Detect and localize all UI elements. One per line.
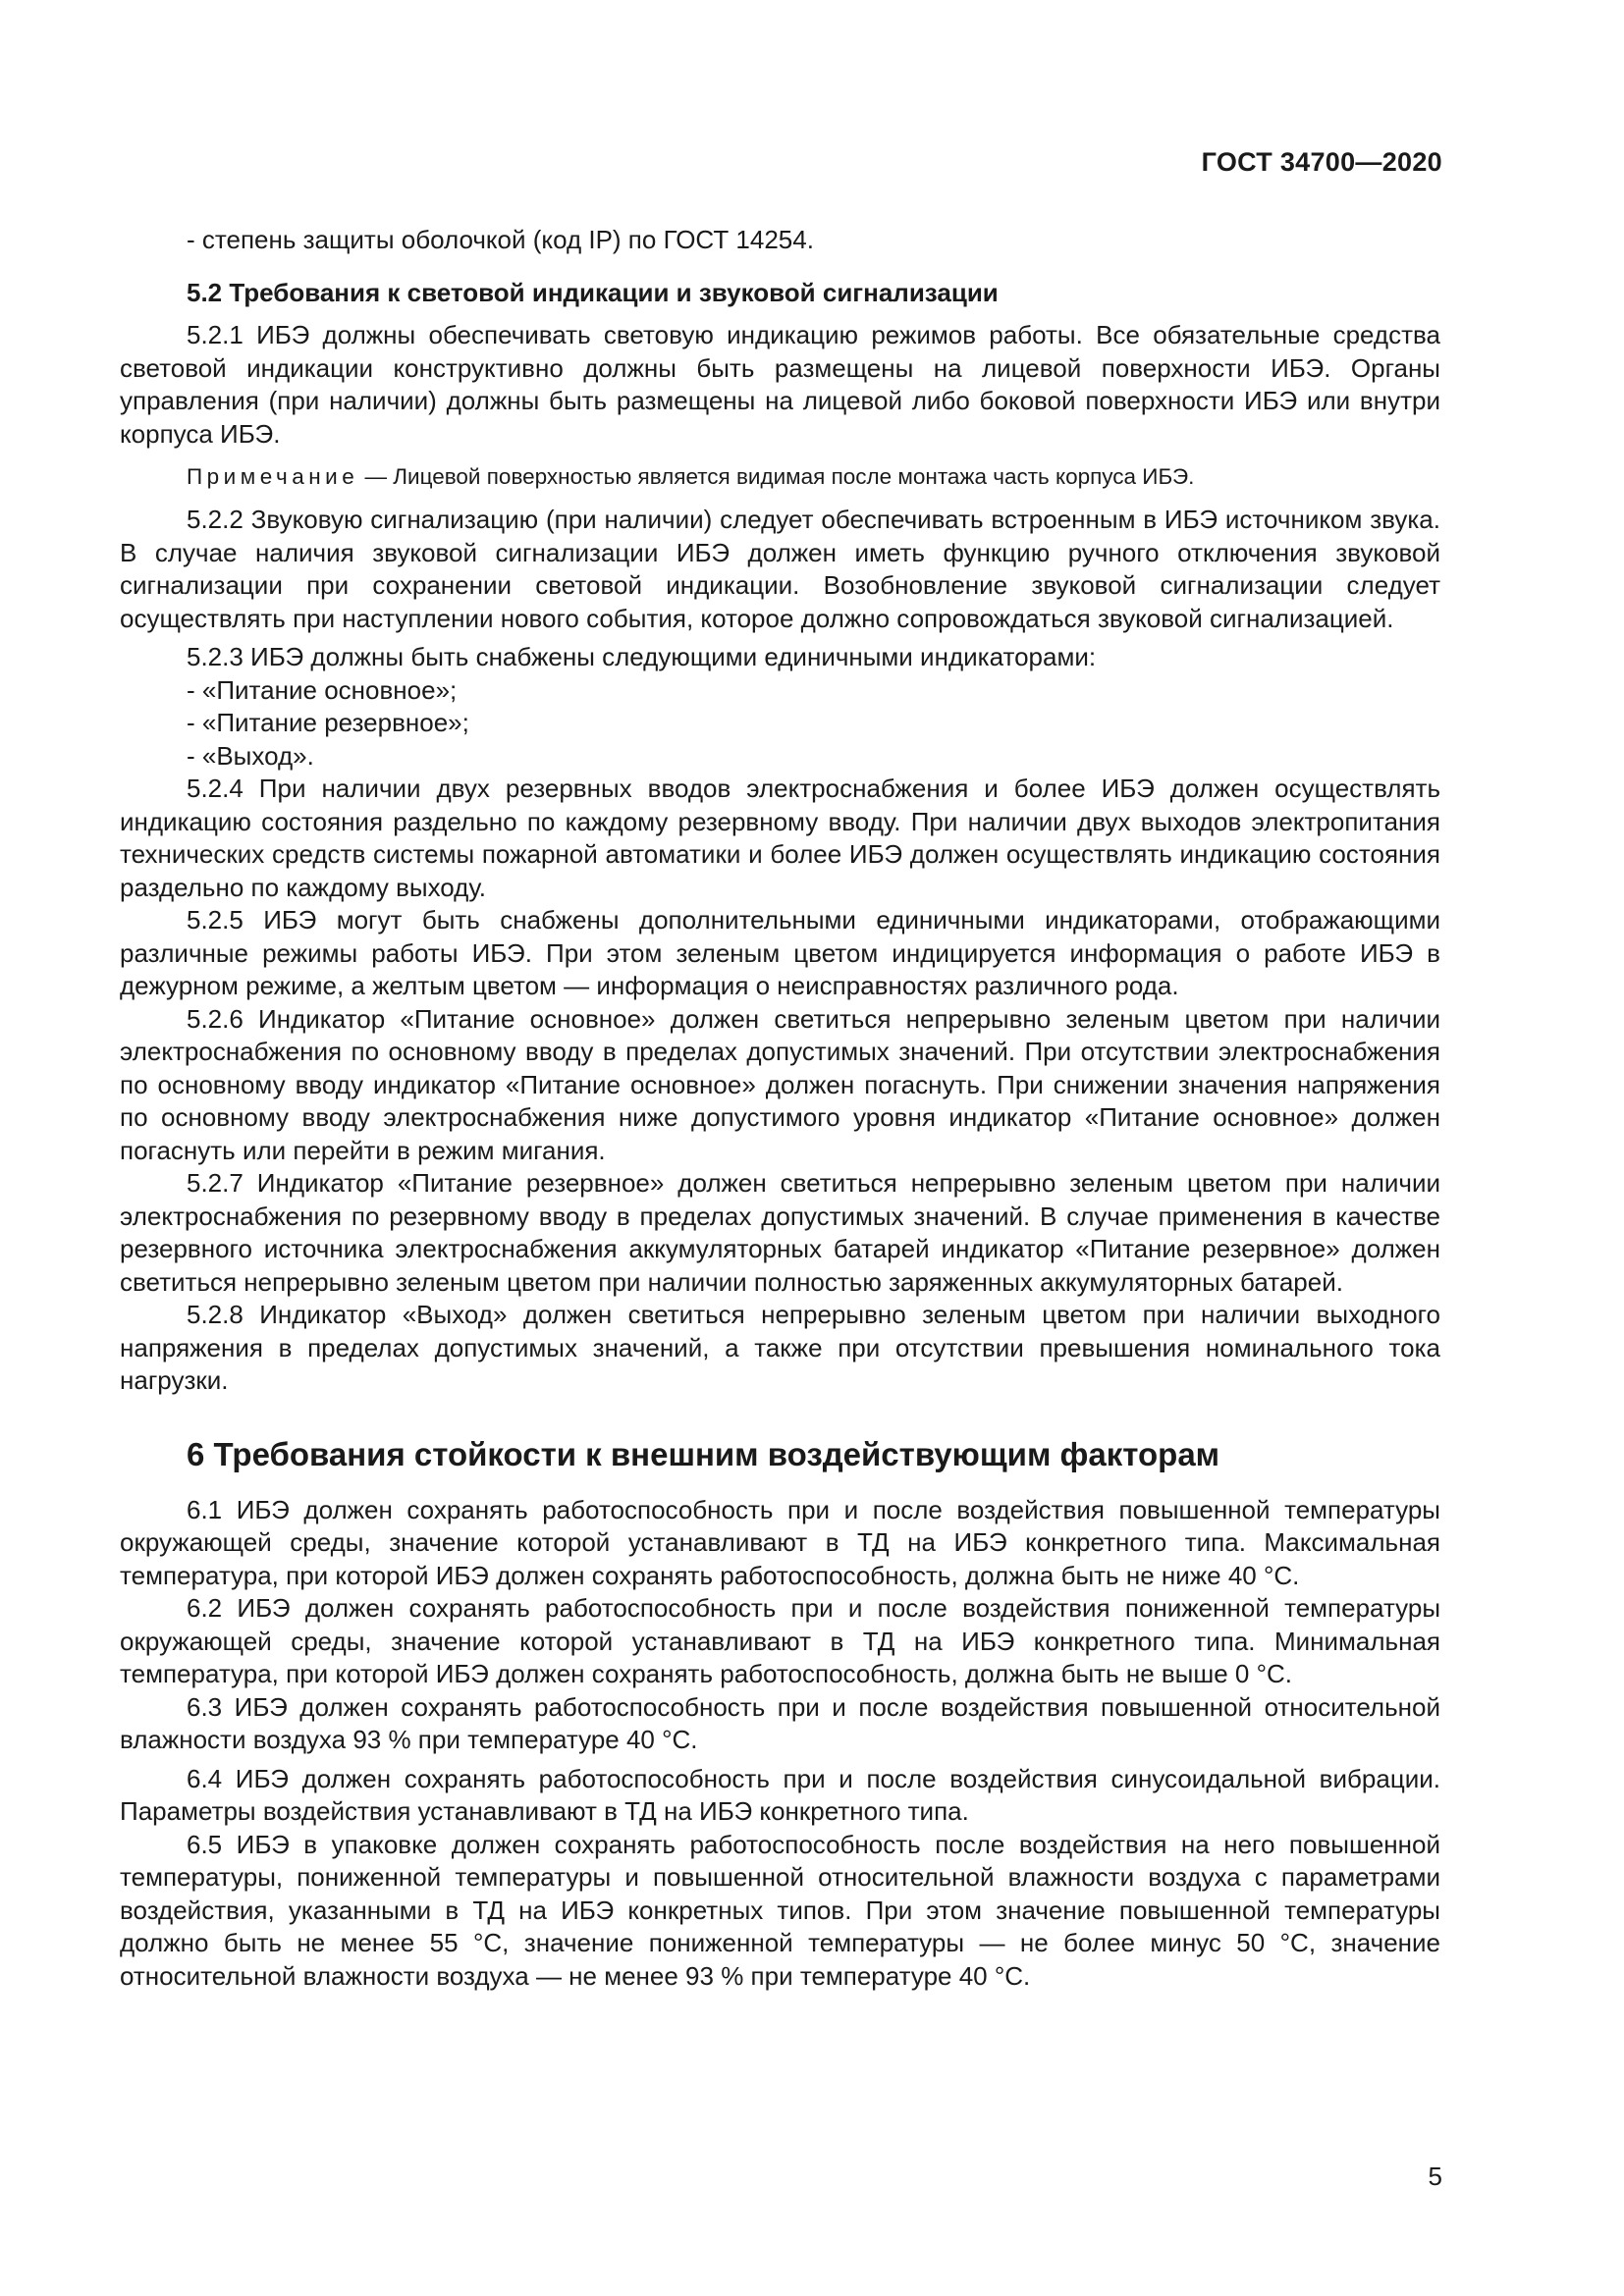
paragraph-5-2-7: 5.2.7 Индикатор «Питание резервное» должен светиться непрерывно зеленым цветом при наличии электроснабжения по резервному вводу в пределах допустимых значений. В случае применения в качестве резервного источника электроснабжения аккумуляторных батарей индикатор «Питание резервное» должен светиться непрерывно зеленым цветом при наличии полностью заряженных аккумуляторных батарей. (120, 1168, 1440, 1297)
paragraph-6-4: 6.4 ИБЭ должен сохранять работоспособность при и после воздействия синусоидальной вибрации. Параметры воздействия устанавливают в ТД на ИБЭ конкретного типа. (120, 1763, 1440, 1826)
section-5-2-heading: 5.2 Требования к световой индикации и звуковой сигнализации (187, 277, 999, 307)
section-6-heading: 6 Требования стойкости к внешним воздействующим факторам (187, 1435, 1220, 1472)
page-number: 5 (1428, 2162, 1442, 2191)
paragraph-5-2-5: 5.2.5 ИБЭ могут быть снабжены дополнительными единичными индикаторами, отображающими различные режимы работы ИБЭ. При этом зеленым цветом индицируется информация о работе ИБЭ в дежурном режиме, а желтым цветом — информация о неисправностях различного рода. (120, 905, 1440, 1000)
paragraph-5-2-1: 5.2.1 ИБЭ должны обеспечивать световую индикацию режимов работы. Все обязательные средства световой индикации конструктивно должны быть размещены на лицевой поверхности ИБЭ. Органы управления (при наличии) должны быть размещены на лицевой либо боковой поверхности ИБЭ или внутри корпуса ИБЭ. (120, 320, 1440, 449)
note (120, 462, 1440, 492)
paragraph-6-5: 6.5 ИБЭ в упаковке должен сохранять работоспособность после воздействия на него повышенной температуры, пониженной температуры и повышенной относительной влажности воздуха с параметрами воздействия, указанными в ТД на ИБЭ конкретных типов. При этом значение повышенной температуры должно быть не менее 55 °С, значение пониженной температуры — не более минус 50 °С, значение относительной влажности воздуха — не менее 93 % при температуре 40 °С. (120, 1829, 1440, 1991)
paragraph-5-2-8: 5.2.8 Индикатор «Выход» должен светиться непрерывно зеленым цветом при наличии выходного напряжения в пределах допустимых значений, а также при отсутствии превышения номинального тока нагрузки. (120, 1300, 1440, 1395)
paragraph-5-2-6: 5.2.6 Индикатор «Питание основное» должен светиться непрерывно зеленым цветом при наличии электроснабжения по основному вводу в пределах допустимых значений. При отсутствии электроснабжения по основному вводу индикатор «Питание основное» должен погаснуть. При снижении значения напряжения по основному вводу электроснабжения ниже допустимого уровня индикатор «Питание основное» должен погаснуть или перейти в режим мигания. (120, 1003, 1440, 1165)
paragraph-5-2-2: 5.2.2 Звуковую сигнализацию (при наличии) следует обеспечивать встроенным в ИБЭ источником звука. В случае наличия звуковой сигнализации ИБЭ должен иметь функцию ручного отключения звуковой сигнализации при сохранении световой индикации. Возобновление звуковой сигнализации следует осуществлять при наступлении нового события, которое должно сопровождаться звуковой сигнализацией. (120, 505, 1440, 633)
indicator-list-item: - «Питание основное»; (187, 674, 458, 705)
paragraph-5-2-4: 5.2.4 При наличии двух резервных вводов электроснабжения и более ИБЭ должен осуществлять индикацию состояния раздельно по каждому резервному вводу. При наличии двух выходов электропитания технических средств системы пожарной автоматики и более ИБЭ должен осуществлять индикацию состояния раздельно по каждому выходу. (120, 774, 1440, 902)
note-text: — Лицевой поверхностью является видимая после монтажа часть корпуса ИБЭ. (358, 464, 1195, 489)
protection-degree-item: - степень защиты оболочкой (код IP) по ГОСТ 14254. (187, 225, 814, 254)
paragraph-6-3: 6.3 ИБЭ должен сохранять работоспособность при и после воздействия повышенной относительной влажности воздуха 93 % при температуре 40 °С. (120, 1691, 1440, 1754)
indicator-list-item: - «Выход». (187, 740, 314, 771)
indicator-list-item: - «Питание резервное»; (187, 708, 469, 737)
page-content (120, 224, 1440, 1993)
note-label: Примечание (187, 464, 359, 489)
standard-designation: ГОСТ 34700—2020 (1201, 147, 1442, 177)
paragraph-5-2-3: 5.2.3 ИБЭ должны быть снабжены следующими единичными индикаторами: (187, 642, 1097, 671)
paragraph-6-1: 6.1 ИБЭ должен сохранять работоспособность при и после воздействия повышенной температуры окружающей среды, значение которой устанавливают в ТД на ИБЭ конкретного типа. Максимальная температура, при которой ИБЭ должен сохранять работоспособность, должна быть не ниже 40 °С. (120, 1494, 1440, 1590)
paragraph-6-2: 6.2 ИБЭ должен сохранять работоспособность при и после воздействия пониженной температуры окружающей среды, значение которой устанавливают в ТД на ИБЭ конкретного типа. Минимальная температура, при которой ИБЭ должен сохранять работоспособность, должна быть не выше 0 °С. (120, 1593, 1440, 1688)
